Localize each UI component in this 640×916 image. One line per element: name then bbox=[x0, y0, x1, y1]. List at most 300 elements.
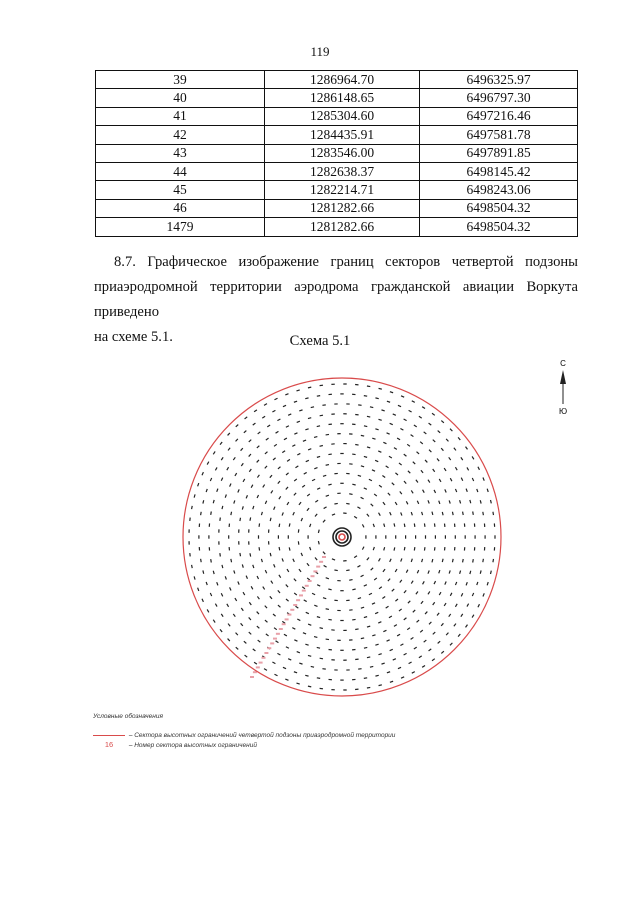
sector-mark bbox=[472, 593, 474, 597]
sector-mark bbox=[391, 482, 394, 485]
sector-mark bbox=[221, 477, 224, 481]
sector-mark bbox=[199, 523, 200, 526]
sector-mark bbox=[264, 465, 267, 468]
sector-mark bbox=[213, 500, 215, 504]
sector-mark bbox=[372, 469, 376, 472]
sector-mark bbox=[323, 475, 327, 477]
legend-number-sample: 16 bbox=[104, 740, 114, 749]
sector-mark bbox=[465, 535, 466, 538]
sector-mark bbox=[227, 638, 230, 641]
sector-mark bbox=[378, 512, 381, 516]
sector-mark bbox=[374, 577, 377, 580]
sector-mark bbox=[427, 570, 429, 574]
sector-mark bbox=[248, 541, 249, 544]
sector-mark bbox=[312, 593, 316, 596]
sector-mark bbox=[288, 535, 289, 538]
sector-mark bbox=[274, 674, 278, 677]
sector-mark bbox=[337, 493, 340, 494]
sector-mark bbox=[411, 558, 413, 562]
sector-mark bbox=[278, 547, 280, 551]
sector-mark bbox=[326, 434, 330, 436]
sector-mark bbox=[258, 523, 260, 527]
sector-mark bbox=[403, 454, 406, 457]
sector-mark bbox=[425, 535, 426, 538]
sector-mark bbox=[419, 655, 423, 658]
sector-mark bbox=[394, 624, 398, 627]
sector-mark bbox=[476, 582, 478, 586]
runway-band-mark bbox=[250, 676, 254, 678]
sector-mark bbox=[272, 661, 276, 664]
runway-band-mark bbox=[293, 604, 297, 606]
sector-mark bbox=[404, 547, 406, 551]
sector-mark bbox=[441, 420, 444, 423]
sector-mark bbox=[346, 473, 349, 475]
sector-mark bbox=[189, 553, 191, 557]
sector-mark bbox=[323, 565, 327, 568]
sector-mark bbox=[408, 410, 412, 413]
sector-mark bbox=[361, 637, 365, 639]
table-cell: 6497216.46 bbox=[420, 107, 578, 125]
sector-mark bbox=[431, 512, 433, 516]
sector-mark bbox=[235, 632, 238, 635]
sector-mark bbox=[308, 448, 312, 450]
sector-mark bbox=[407, 627, 410, 630]
sector-mark bbox=[487, 488, 489, 492]
sector-mark bbox=[414, 424, 417, 427]
sector-mark bbox=[360, 497, 364, 500]
sector-mark bbox=[323, 506, 327, 509]
sector-mark bbox=[319, 445, 323, 447]
sector-mark bbox=[297, 453, 301, 456]
sector-mark bbox=[442, 559, 444, 563]
sector-mark bbox=[326, 464, 330, 466]
table-cell: 40 bbox=[96, 89, 265, 107]
sector-mark bbox=[415, 535, 416, 538]
sector-mark bbox=[397, 634, 401, 637]
sector-mark bbox=[289, 523, 291, 527]
sector-mark bbox=[227, 433, 230, 436]
sector-mark bbox=[414, 547, 416, 551]
sector-mark bbox=[450, 428, 453, 431]
sector-mark bbox=[343, 630, 346, 631]
sector-mark bbox=[239, 518, 241, 522]
sector-mark bbox=[404, 590, 407, 593]
sector-mark bbox=[261, 559, 263, 563]
sector-mark bbox=[444, 468, 447, 472]
sector-mark bbox=[466, 467, 469, 471]
sector-mark bbox=[323, 551, 326, 554]
sector-mark bbox=[373, 524, 375, 528]
sector-mark bbox=[385, 465, 389, 468]
sector-mark bbox=[256, 626, 259, 629]
table-cell: 1479 bbox=[96, 218, 265, 236]
sector-mark bbox=[372, 438, 376, 440]
sector-mark bbox=[425, 460, 428, 463]
sector-mark bbox=[278, 575, 281, 579]
sector-mark bbox=[273, 506, 275, 510]
sector-mark bbox=[461, 593, 464, 597]
sector-mark bbox=[482, 512, 484, 516]
sector-mark bbox=[229, 547, 231, 551]
sector-mark bbox=[370, 567, 373, 570]
sector-mark bbox=[210, 511, 212, 515]
sector-mark bbox=[208, 535, 209, 538]
sector-mark bbox=[286, 472, 289, 475]
sector-mark bbox=[480, 570, 482, 574]
sector-mark bbox=[219, 553, 221, 557]
sector-mark bbox=[317, 677, 321, 679]
sector-mark bbox=[317, 584, 321, 587]
sector-mark bbox=[484, 523, 485, 526]
sector-mark bbox=[431, 559, 433, 563]
sector-mark bbox=[225, 576, 227, 580]
sector-mark bbox=[258, 547, 260, 551]
table-cell: 39 bbox=[96, 71, 265, 89]
sector-mark bbox=[328, 588, 332, 590]
sector-mark bbox=[218, 541, 219, 544]
sector-mark bbox=[340, 483, 343, 484]
sector-mark bbox=[251, 484, 254, 488]
sector-mark bbox=[191, 565, 193, 569]
sector-mark bbox=[252, 506, 254, 510]
sector-mark bbox=[202, 570, 204, 574]
sector-mark bbox=[334, 503, 338, 505]
sector-mark bbox=[406, 569, 409, 573]
sector-mark bbox=[375, 428, 379, 430]
sector-mark bbox=[355, 628, 359, 630]
table-cell: 1285304.60 bbox=[265, 107, 420, 125]
sector-mark bbox=[334, 473, 337, 475]
sector-mark bbox=[393, 413, 397, 415]
sector-mark bbox=[362, 524, 365, 528]
sector-mark bbox=[221, 565, 223, 569]
sector-mark bbox=[317, 647, 321, 649]
sector-mark bbox=[200, 512, 202, 516]
sector-mark bbox=[354, 555, 357, 558]
sector-mark bbox=[328, 649, 332, 651]
sector-mark bbox=[387, 671, 391, 673]
sector-mark bbox=[355, 414, 359, 416]
sector-mark bbox=[337, 610, 340, 611]
sector-mark bbox=[243, 430, 246, 433]
sector-mark bbox=[472, 478, 474, 482]
sector-mark bbox=[191, 506, 193, 510]
sector-mark bbox=[294, 671, 298, 673]
sector-mark bbox=[229, 587, 232, 591]
table-cell: 41 bbox=[96, 107, 265, 125]
sector-mark bbox=[485, 535, 486, 538]
sector-mark bbox=[206, 582, 208, 586]
sector-mark bbox=[257, 596, 260, 599]
sector-mark bbox=[216, 582, 218, 586]
sector-mark bbox=[213, 619, 216, 623]
sector-mark bbox=[406, 501, 409, 505]
sector-mark bbox=[446, 632, 449, 635]
sector-mark bbox=[450, 478, 453, 482]
sector-mark bbox=[352, 619, 356, 621]
sector-mark bbox=[389, 512, 392, 516]
sector-mark bbox=[334, 569, 338, 571]
sector-mark bbox=[298, 529, 300, 533]
sector-mark bbox=[334, 600, 337, 602]
table-cell: 1283546.00 bbox=[265, 144, 420, 162]
sector-mark bbox=[390, 681, 394, 683]
sector-mark bbox=[349, 463, 353, 465]
sector-mark bbox=[312, 479, 316, 482]
sector-mark bbox=[275, 640, 279, 643]
sector-marks bbox=[188, 383, 495, 690]
sector-mark bbox=[278, 535, 279, 538]
sector-mark bbox=[241, 608, 244, 611]
sector-mark bbox=[200, 559, 202, 563]
sector-mark bbox=[455, 604, 458, 608]
sector-mark bbox=[268, 529, 269, 532]
sector-mark bbox=[278, 605, 281, 608]
sector-mark bbox=[285, 679, 289, 681]
table-cell: 1284435.91 bbox=[265, 126, 420, 144]
sector-mark bbox=[480, 500, 482, 504]
sector-mark bbox=[358, 475, 362, 477]
sector-mark bbox=[225, 494, 227, 498]
sector-mark bbox=[408, 661, 412, 664]
sector-mark bbox=[420, 441, 423, 444]
sector-mark bbox=[411, 490, 414, 494]
sector-mark bbox=[315, 514, 318, 517]
sector-mark bbox=[243, 479, 246, 483]
sector-mark bbox=[318, 541, 320, 545]
sector-mark bbox=[432, 413, 435, 416]
sector-mark bbox=[412, 400, 416, 403]
sector-mark bbox=[354, 516, 357, 519]
sector-mark bbox=[325, 495, 329, 497]
sector-mark bbox=[319, 627, 323, 629]
sector-mark bbox=[370, 406, 374, 408]
sector-mark bbox=[246, 495, 248, 499]
sector-mark bbox=[249, 517, 251, 521]
sector-mark bbox=[455, 467, 458, 471]
sector-mark bbox=[207, 461, 210, 465]
sector-mark bbox=[383, 630, 387, 633]
sector-mark bbox=[323, 519, 326, 522]
sector-mark bbox=[415, 479, 418, 482]
sector-mark bbox=[298, 569, 301, 572]
sector-mark bbox=[303, 632, 307, 634]
sector-mark bbox=[466, 488, 468, 492]
sector-mark bbox=[296, 683, 300, 685]
sector-mark bbox=[472, 456, 475, 460]
sector-mark bbox=[494, 535, 495, 538]
sector-mark bbox=[352, 394, 355, 395]
sector-mark bbox=[234, 473, 237, 477]
sector-mark bbox=[252, 423, 255, 426]
sector-mark bbox=[343, 413, 346, 414]
sector-mark bbox=[378, 558, 381, 562]
sector-mark bbox=[267, 424, 270, 427]
sector-mark bbox=[256, 460, 259, 463]
sector-mark bbox=[387, 492, 390, 495]
compass-arrow-icon bbox=[560, 370, 566, 384]
sector-mark bbox=[452, 512, 454, 516]
runway-band-mark bbox=[262, 657, 266, 659]
sector-mark bbox=[444, 523, 446, 527]
sector-mark bbox=[407, 444, 410, 447]
sector-mark bbox=[308, 686, 312, 688]
sector-mark bbox=[306, 612, 310, 615]
sector-mark bbox=[218, 529, 219, 532]
sector-mark bbox=[453, 623, 456, 626]
sector-mark bbox=[420, 470, 423, 473]
sector-mark bbox=[419, 416, 423, 419]
sector-mark bbox=[269, 596, 272, 599]
sector-mark bbox=[398, 405, 402, 407]
sector-mark bbox=[241, 463, 244, 466]
sector-mark bbox=[449, 570, 451, 574]
sector-mark bbox=[458, 634, 461, 637]
sector-mark bbox=[432, 658, 435, 661]
runway-band-mark bbox=[259, 662, 263, 664]
sector-mark bbox=[317, 456, 321, 458]
sector-mark bbox=[382, 475, 385, 478]
center-ring bbox=[339, 534, 345, 540]
sector-mark bbox=[459, 570, 461, 574]
table-cell: 1281282.66 bbox=[265, 199, 420, 217]
sector-mark bbox=[311, 406, 315, 408]
legend-row-number bbox=[93, 740, 257, 749]
sector-mark bbox=[287, 459, 290, 462]
sector-mark bbox=[466, 603, 469, 607]
sector-mark bbox=[490, 571, 492, 575]
paragraph-line-2: приаэродромной территории аэродрома гражданской авиации Воркута приведено bbox=[94, 279, 578, 320]
sector-mark bbox=[199, 547, 200, 550]
sector-mark bbox=[474, 547, 475, 550]
sector-mark bbox=[364, 677, 368, 679]
legend-row-line bbox=[93, 732, 395, 739]
sector-mark bbox=[233, 500, 235, 504]
runway-band-mark bbox=[287, 614, 291, 616]
sector-mark bbox=[294, 639, 298, 641]
sector-mark bbox=[296, 389, 300, 391]
sector-mark bbox=[382, 596, 385, 599]
sector-mark bbox=[285, 584, 288, 587]
sector-mark bbox=[340, 423, 343, 424]
sector-mark bbox=[410, 434, 413, 437]
sector-mark bbox=[343, 383, 346, 384]
sector-mark bbox=[269, 475, 272, 478]
sector-mark bbox=[427, 591, 430, 595]
sector-mark bbox=[308, 387, 312, 389]
sector-mark bbox=[209, 523, 210, 526]
sector-mark bbox=[379, 485, 382, 488]
sector-mark bbox=[322, 668, 326, 670]
sector-mark bbox=[277, 653, 281, 656]
sector-mark bbox=[352, 649, 356, 651]
sector-mark bbox=[432, 602, 435, 605]
sector-mark bbox=[305, 428, 309, 430]
sector-mark bbox=[355, 659, 359, 661]
table-cell: 1282638.37 bbox=[265, 162, 420, 180]
sector-mark bbox=[455, 489, 457, 493]
sector-mark bbox=[469, 500, 471, 504]
sector-mark bbox=[248, 439, 251, 442]
sector-mark bbox=[355, 444, 359, 446]
sector-mark bbox=[270, 518, 272, 522]
sector-mark bbox=[437, 458, 440, 461]
sector-mark bbox=[432, 439, 435, 442]
sector-mark bbox=[401, 676, 405, 678]
runway-band-mark bbox=[299, 594, 303, 596]
sector-mark bbox=[326, 608, 330, 610]
sector-mark bbox=[226, 467, 229, 471]
sector-mark bbox=[444, 489, 446, 493]
sector-mark bbox=[367, 656, 371, 658]
sector-mark bbox=[364, 616, 368, 618]
sector-mark bbox=[229, 523, 231, 527]
paragraph-line-3: на схеме 5.1. bbox=[94, 329, 173, 345]
sector-mark bbox=[277, 418, 281, 421]
sector-mark bbox=[256, 611, 259, 614]
sector-mark bbox=[455, 582, 457, 586]
sector-mark bbox=[248, 454, 251, 457]
sector-mark bbox=[252, 565, 254, 569]
sector-mark bbox=[494, 547, 495, 550]
sector-mark bbox=[395, 472, 398, 475]
sector-mark bbox=[305, 397, 309, 399]
sector-mark bbox=[373, 547, 375, 551]
sector-mark bbox=[257, 640, 260, 643]
sector-mark bbox=[403, 617, 406, 620]
sector-mark bbox=[385, 535, 386, 538]
sector-mark bbox=[393, 547, 395, 551]
sector-mark bbox=[482, 593, 484, 597]
sector-mark bbox=[277, 481, 280, 484]
sector-mark bbox=[303, 599, 307, 602]
sector-mark bbox=[246, 575, 248, 579]
sector-mark bbox=[423, 640, 426, 643]
sector-mark bbox=[323, 597, 327, 599]
sector-mark bbox=[404, 481, 407, 484]
sector-mark bbox=[427, 479, 430, 483]
sector-mark bbox=[379, 586, 382, 589]
sector-mark bbox=[417, 501, 420, 505]
table-cell: 45 bbox=[96, 181, 265, 199]
sector-mark bbox=[477, 604, 480, 608]
sector-mark bbox=[239, 553, 241, 557]
sector-mark bbox=[375, 644, 379, 646]
sector-mark bbox=[382, 502, 385, 505]
sector-mark bbox=[349, 493, 353, 495]
sector-mark bbox=[439, 479, 442, 483]
runway-band-mark bbox=[290, 609, 294, 611]
sector-mark bbox=[387, 401, 391, 403]
sector-mark bbox=[282, 558, 284, 562]
sector-mark bbox=[265, 633, 268, 636]
sector-mark bbox=[424, 523, 426, 527]
sector-mark bbox=[360, 575, 364, 578]
sector-mark bbox=[414, 523, 416, 527]
sector-mark bbox=[465, 446, 468, 449]
sector-mark bbox=[400, 428, 404, 431]
sector-mark bbox=[294, 478, 297, 481]
sector-mark bbox=[235, 438, 238, 441]
sector-mark bbox=[317, 425, 321, 427]
sector-mark bbox=[492, 512, 494, 516]
sector-mark bbox=[328, 453, 332, 455]
runway-band-mark bbox=[308, 580, 312, 582]
sector-mark bbox=[220, 442, 223, 445]
sector-mark bbox=[209, 547, 210, 550]
runway-band-mark bbox=[285, 618, 289, 620]
runway-band-mark bbox=[270, 642, 274, 644]
